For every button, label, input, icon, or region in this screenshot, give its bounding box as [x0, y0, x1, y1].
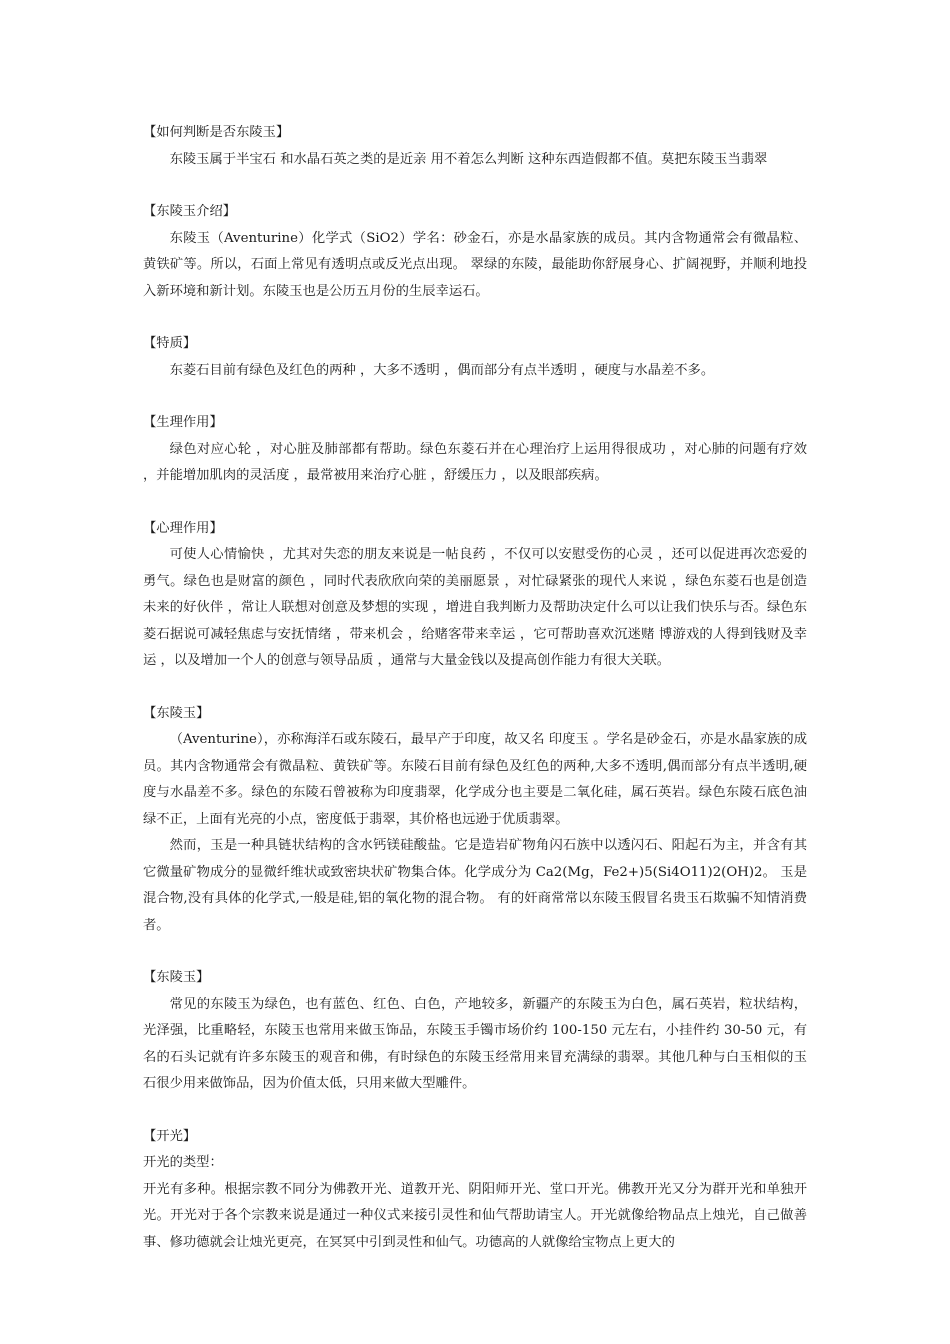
paragraph: 开光的类型： [143, 1155, 223, 1170]
paragraph: 可使人心情愉快 ，尤其对失恋的朋友来说是一帖良药 ，不仅可以安慰受伤的心灵 ，还可以促进再次恋爱的勇气。绿色也是财富的颜色 ，同时代表欣欣向荣的美丽愿景 ，对忙碌紧张的现代人来说 ，绿色东菱石也是创造未来的好伙伴 ，常让人联想对创意及梦想的实现 ，增进自我判断力及帮助决定什么可以让我们快乐与否。绿色东菱石据说可减轻焦虑与安抚情绪 ，带来机会 ，给赌客带来幸运 ，它可帮助喜欢沉迷赌 博游戏的人得到钱财及幸运 ，以及增加一个人的创意与领导品质 ，通常与大量金钱以及提高创作能力有很大关联。 [143, 547, 807, 668]
section-title: 【如何判断是否东陵玉】 [143, 125, 290, 140]
paragraph: 常见的东陵玉为绿色，也有蓝色、红色、白色，产地较多，新疆产的东陵玉为白色，属石英岩，粒状结构，光泽强，比重略轻，东陵玉也常用来做玉饰品，东陵玉手镯市场价约 100-150 元左右，小挂件约 30-50 元，有名的石头记就有许多东陵玉的观音和佛，有时绿色的东陵玉经常用来冒充满绿的翡翠。其他几种与白玉相似的玉石很少用来做饰品，因为价值太低，只用来做大型雕件。 [143, 996, 807, 1091]
section-introduction [143, 199, 807, 305]
paragraph: 开光有多种。根据宗教不同分为佛教开光、道教开光、阴阳师开光、堂口开光。佛教开光又分为群开光和单独开光。开光对于各个宗教来说是通过一种仪式来接引灵性和仙气帮助请宝人。开光就像给物品点上烛光，自己做善事、修功德就会让烛光更亮，在冥冥中引到灵性和仙气。功德高的人就像给宝物点上更大的 [143, 1181, 807, 1250]
paragraph: 东陵玉（Aventurine）化学式（SiO2）学名：砂金石，亦是水晶家族的成员。其内含物通常会有微晶粒、黄铁矿等。所以，石面上常见有透明点或反光点出现。 翠绿的东陵，最能助你舒展身心、扩阔视野，并顺利地投入新环境和新计划。东陵玉也是公历五月份的生辰幸运石。 [143, 230, 807, 299]
section-title: 【特质】 [143, 336, 197, 351]
section-aventurine-1 [143, 701, 807, 940]
paragraph: 东陵玉属于半宝石 和水晶石英之类的是近亲 用不着怎么判断 这种东西造假都不值。莫把东陵玉当翡翠 [169, 151, 768, 167]
section-title: 【生理作用】 [143, 415, 223, 430]
section-aventurine-2 [143, 965, 807, 1098]
paragraph: 绿色对应心轮 ，对心脏及肺部都有帮助。绿色东菱石并在心理治疗上运用得很成功 ，对心肺的问题有疗效 ，并能增加肌肉的灵活度 ，最常被用来治疗心脏 ，舒缓压力 ，以及眼部疾病。 [143, 441, 807, 483]
section-title: 【东陵玉】 [143, 705, 210, 721]
section-psychological-effects [143, 516, 807, 675]
paragraph: （Aventurine），亦称海洋石或东陵石，最早产于印度，故又名 印度玉 。学名是砂金石，亦是水晶家族的成员。其内含物通常会有微晶粒、黄铁矿等。东陵石目前有绿色及红色的两种,大多不透明,偶而部分有点半透明,硬度与水晶差不多。绿色的东陵石曾被称为印度翡翠，化学成分也主要是二氧化硅，属石英岩。绿色东陵石底色油绿不正，上面有光亮的小点，密度低于翡翠，其价格也远逊于优质翡翠。 [143, 732, 807, 827]
section-properties [143, 331, 807, 384]
section-title: 【开光】 [143, 1128, 197, 1144]
section-title: 【东陵玉介绍】 [143, 204, 237, 219]
section-title: 【心理作用】 [143, 520, 223, 536]
section-title: 【东陵玉】 [143, 970, 210, 985]
section-physiological-effects [143, 410, 807, 490]
section-how-to-judge [143, 120, 807, 173]
paragraph: 东菱石目前有绿色及红色的两种 ，大多不透明 ，偶而部分有点半透明 ，硬度与水晶差不多。 [169, 362, 715, 378]
paragraph: 然而，玉是一种具链状结构的含水钙镁硅酸盐。它是造岩矿物角闪石族中以透闪石、阳起石为主，并含有其它微量矿物成分的显微纤维状或致密块状矿物集合体。化学成分为 Ca2(Mg，Fe2+)5(Si4O11)2(OH)2。 玉是混合物,没有具体的化学式,一般是硅,铝的氧化物的混合物。 有的奸商常常以东陵玉假冒名贵玉石欺骗不知情消费者。 [143, 838, 807, 933]
section-consecration [143, 1124, 807, 1257]
